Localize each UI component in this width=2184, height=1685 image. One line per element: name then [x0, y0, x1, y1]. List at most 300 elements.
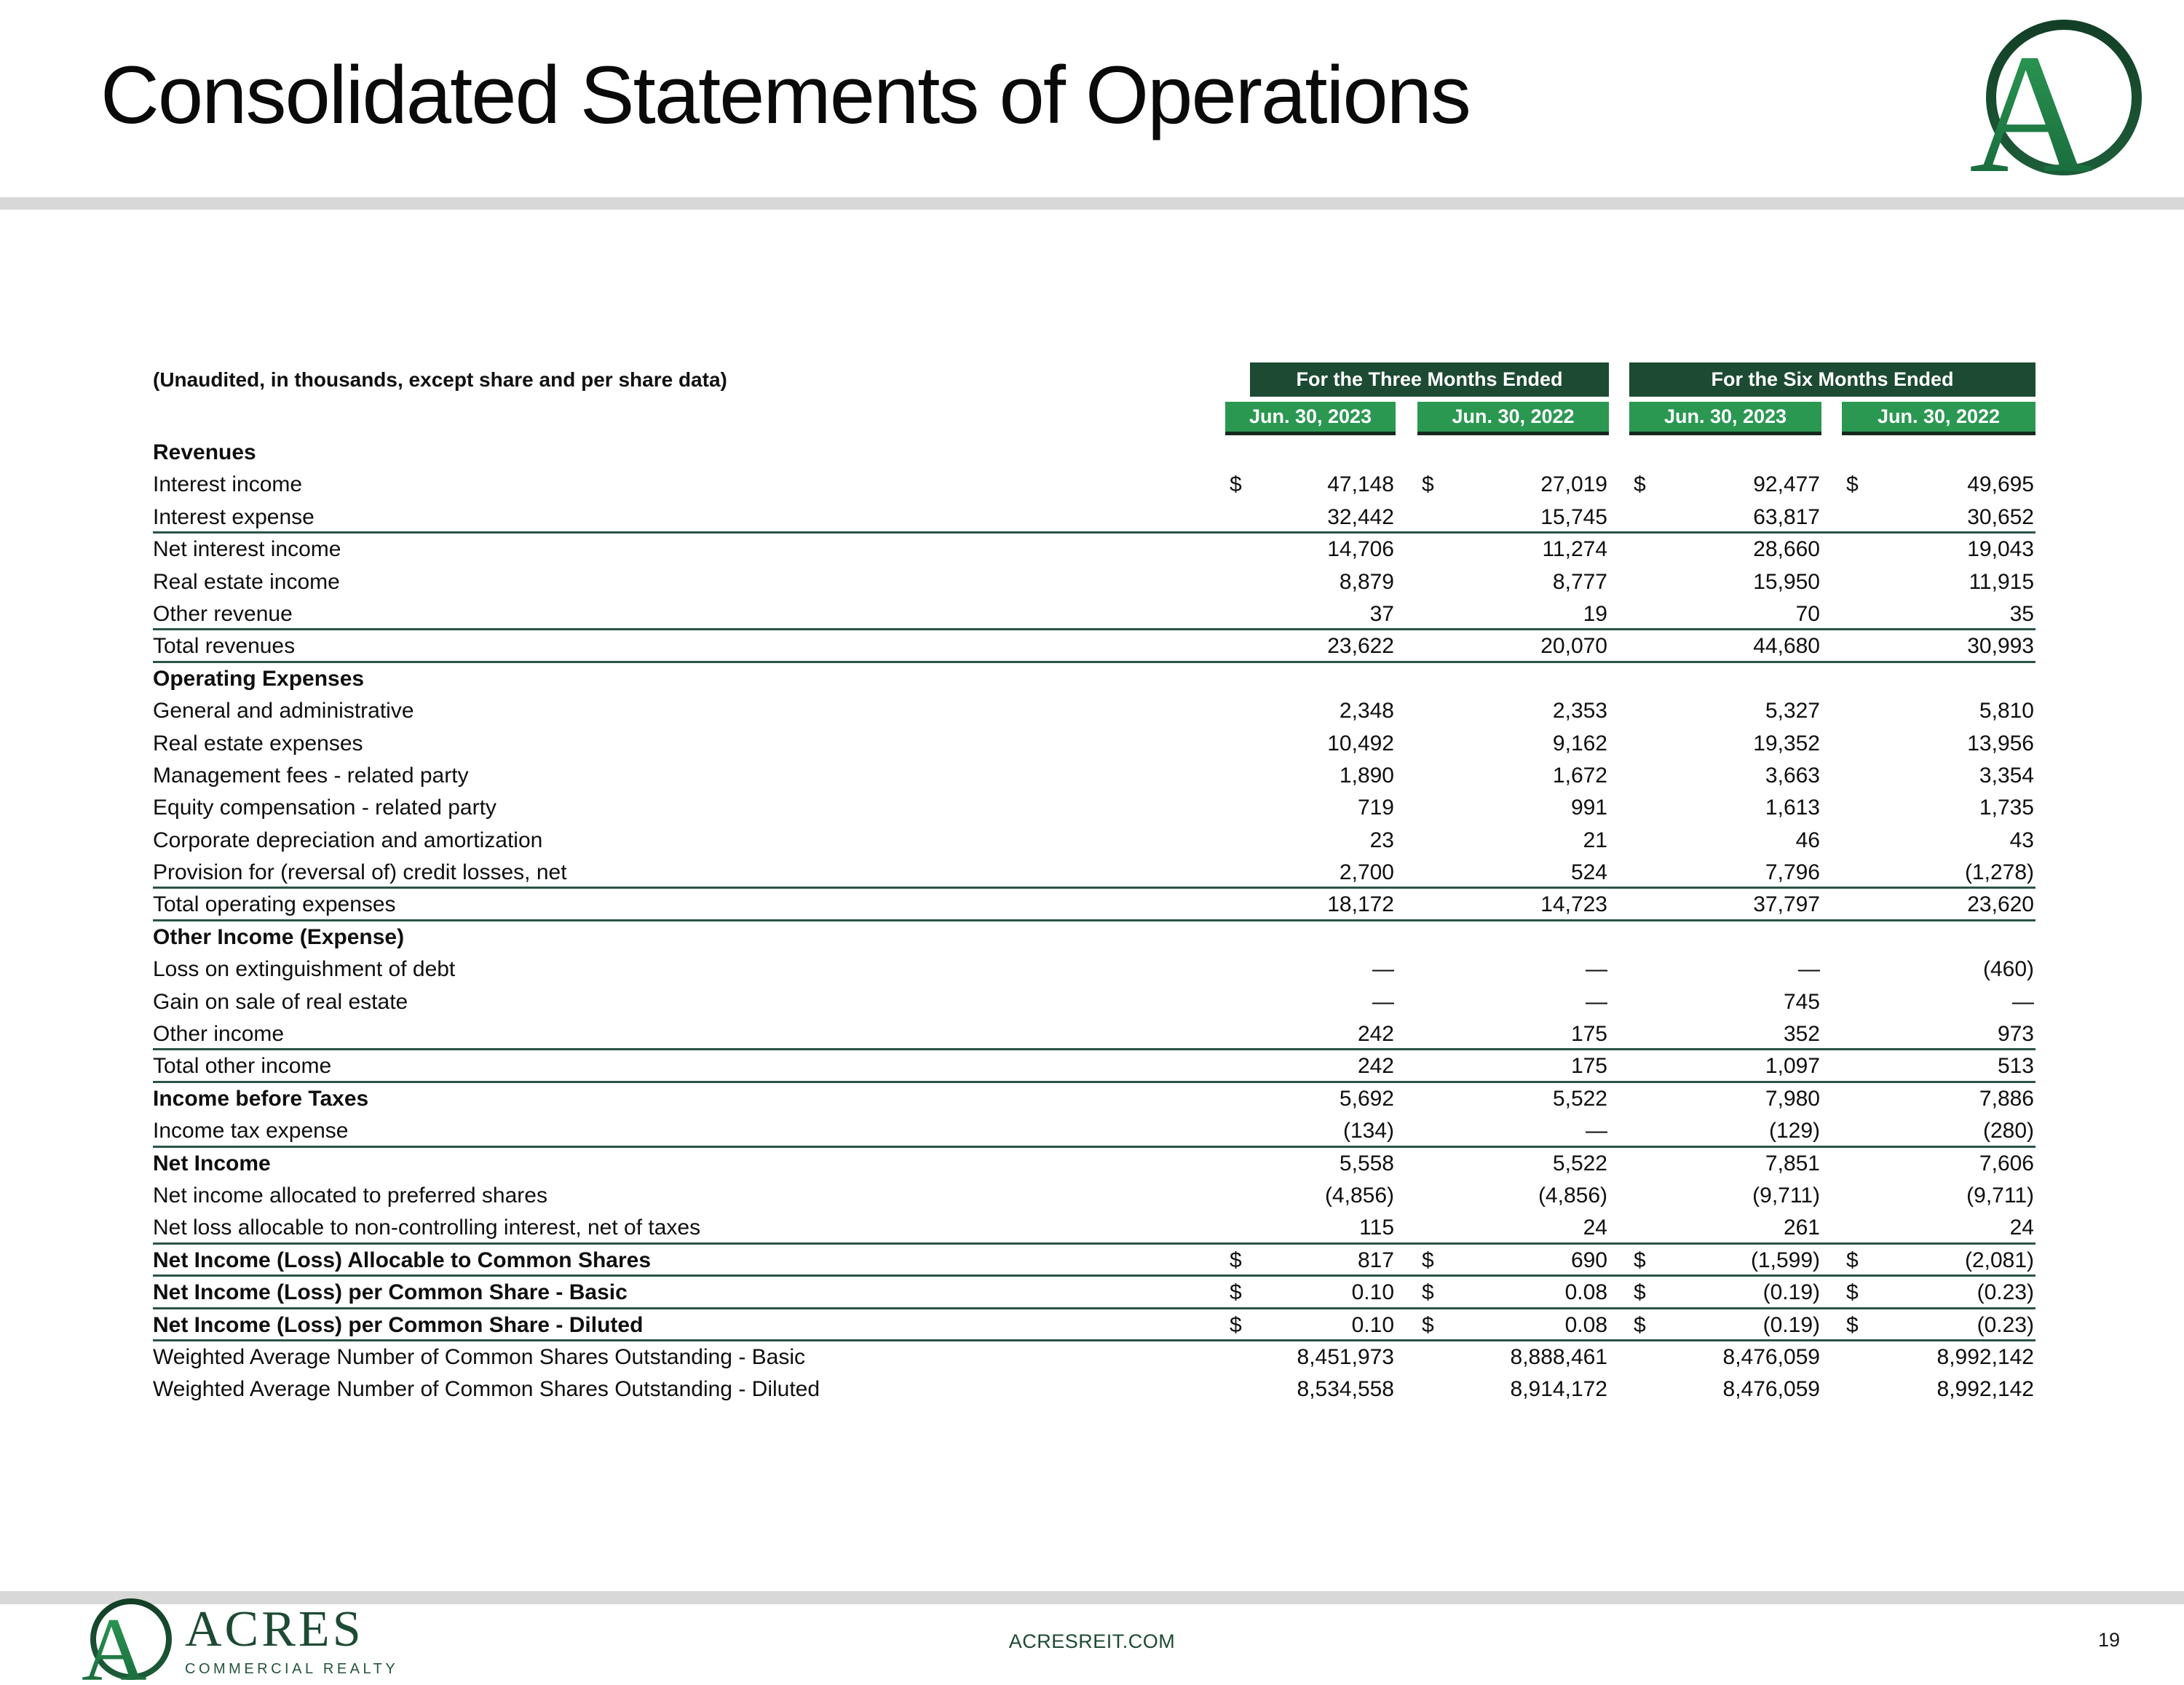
table-row [153, 889, 2035, 921]
value-cell [1842, 953, 2035, 986]
value-cell [1629, 1148, 1821, 1180]
cell-value: (9,711) [1966, 1183, 2034, 1208]
value-cell [1417, 1180, 1609, 1212]
value-cell [1417, 437, 1609, 469]
cell-value: 15,745 [1540, 504, 1607, 529]
value-cell [1225, 1115, 1396, 1145]
row-label: Interest income [153, 472, 303, 497]
value-cell [1225, 889, 1396, 919]
value-cell [1225, 695, 1396, 727]
value-cell [1225, 1245, 1396, 1274]
row-label: Other revenue [153, 601, 293, 626]
table-row [153, 1180, 2035, 1212]
cell-value: (2,081) [1964, 1248, 2034, 1272]
footer-company-tagline: COMMERCIAL REALTY [185, 1661, 399, 1677]
row-label: Revenues [153, 440, 256, 464]
cell-value: 14,723 [1540, 892, 1607, 917]
column-header: Jun. 30, 2022 [1417, 402, 1609, 435]
value-cell [1225, 501, 1396, 531]
value-cell [1225, 1341, 1396, 1373]
cell-value: — [1798, 957, 1820, 982]
unaudited-note: (Unaudited, in thousands, except share and per share data) [153, 368, 727, 391]
dollar-sign: $ [1230, 1248, 1242, 1272]
cell-value: 43 [2009, 828, 2034, 852]
value-cell [1629, 825, 1821, 857]
row-label: Corporate depreciation and amortization [153, 828, 543, 852]
value-cell [1417, 1245, 1609, 1274]
dollar-sign: $ [1230, 1280, 1242, 1305]
cell-value: 3,663 [1765, 763, 1820, 788]
cell-value: 0.08 [1564, 1312, 1607, 1337]
cell-value: 175 [1570, 1022, 1607, 1047]
value-cell [1629, 857, 1821, 887]
row-label: Weighted Average Number of Common Shares Outstanding - Basic [153, 1344, 806, 1369]
group-header-six-months: For the Six Months Ended [1629, 362, 2035, 397]
cell-value: 30,652 [1967, 504, 2034, 529]
table-row [153, 1309, 2035, 1341]
cell-value: (4,856) [1324, 1183, 1394, 1208]
cell-value: 8,888,461 [1510, 1344, 1607, 1369]
table-row [153, 1212, 2035, 1244]
value-cell [1842, 792, 2035, 824]
value-cell [1629, 437, 1821, 469]
table-row [153, 857, 2035, 889]
cell-value: 11,274 [1542, 537, 1607, 562]
value-cell [1225, 857, 1396, 887]
cell-value: 19,352 [1753, 731, 1820, 756]
cell-value: 1,613 [1765, 796, 1820, 820]
row-label: Total operating expenses [153, 892, 396, 917]
value-cell [1417, 857, 1609, 887]
group-header-three-months: For the Three Months Ended [1250, 362, 1609, 397]
cell-value: (0.23) [1977, 1280, 2034, 1305]
website-text: ACRESREIT.COM [1008, 1630, 1176, 1652]
cell-value: 7,851 [1765, 1151, 1820, 1175]
cell-value: 175 [1570, 1054, 1607, 1079]
row-label: Income before Taxes [153, 1086, 369, 1111]
value-cell [1225, 1050, 1396, 1080]
dollar-sign: $ [1634, 1312, 1646, 1337]
value-cell [1225, 1277, 1396, 1307]
value-cell [1225, 630, 1396, 660]
value-cell [1842, 437, 2035, 469]
value-cell [1842, 1050, 2035, 1080]
value-cell [1842, 1245, 2035, 1274]
value-cell [1629, 469, 1821, 501]
value-cell [1225, 728, 1396, 760]
value-cell [1629, 663, 1821, 695]
cell-value: 23,620 [1967, 892, 2034, 917]
cell-value: 524 [1570, 860, 1607, 885]
value-cell [1417, 663, 1609, 695]
cell-value: 49,695 [1967, 472, 2034, 497]
cell-value: (4,856) [1538, 1183, 1607, 1208]
value-cell [1842, 728, 2035, 760]
value-cell [1629, 1277, 1821, 1307]
value-cell [1842, 921, 2035, 953]
table-row [153, 1373, 2035, 1406]
row-label: Net income allocated to preferred shares [153, 1183, 547, 1208]
value-cell [1225, 566, 1396, 598]
value-cell [1417, 598, 1609, 628]
value-cell [1225, 1018, 1396, 1048]
value-cell [1629, 1373, 1821, 1406]
cell-value: 352 [1783, 1022, 1820, 1047]
value-cell [1417, 792, 1609, 824]
cell-value: 37 [1369, 601, 1394, 626]
value-cell [1842, 501, 2035, 531]
dollar-sign: $ [1846, 1312, 1859, 1337]
cell-value: 745 [1783, 989, 1820, 1014]
value-cell [1225, 1180, 1396, 1212]
table-row [153, 1115, 2035, 1147]
value-cell [1225, 1083, 1396, 1115]
cell-value: 8,451,973 [1297, 1344, 1394, 1369]
value-cell [1842, 469, 2035, 501]
table-row [153, 437, 2035, 469]
row-label: Net loss allocable to non-controlling interest, net of taxes [153, 1216, 701, 1240]
cell-value: 8,992,142 [1936, 1377, 2034, 1402]
cell-value: (0.19) [1762, 1280, 1820, 1305]
cell-value: (129) [1768, 1119, 1820, 1143]
value-cell [1842, 857, 2035, 887]
table-row [153, 566, 2035, 598]
row-label: Net interest income [153, 537, 341, 562]
value-cell [1225, 1373, 1396, 1406]
cell-value: 690 [1570, 1248, 1607, 1272]
column-header: Jun. 30, 2023 [1629, 402, 1821, 435]
cell-value: — [1372, 989, 1394, 1014]
value-cell [1417, 1148, 1609, 1180]
row-label: Other income [153, 1022, 285, 1047]
cell-value: 15,950 [1753, 569, 1820, 594]
value-cell [1629, 1180, 1821, 1212]
table-row [153, 1277, 2035, 1309]
row-label: Gain on sale of real estate [153, 989, 408, 1014]
row-label: Loss on extinguishment of debt [153, 957, 456, 982]
value-cell [1842, 1277, 2035, 1307]
cell-value: 28,660 [1753, 537, 1820, 562]
cell-value: 24 [2009, 1216, 2034, 1240]
cell-value: — [1586, 1119, 1607, 1143]
page-number: 19 [2097, 1629, 2120, 1651]
value-cell [1417, 1050, 1609, 1080]
value-cell [1842, 889, 2035, 919]
value-cell [1629, 566, 1821, 598]
cell-value: 7,796 [1765, 860, 1820, 885]
cell-value: 7,606 [1979, 1151, 2034, 1175]
row-label: Operating Expenses [153, 666, 365, 691]
cell-value: 19,043 [1967, 537, 2034, 562]
value-cell [1629, 1341, 1821, 1373]
value-cell [1417, 566, 1609, 598]
value-cell [1842, 1212, 2035, 1242]
value-cell [1417, 1277, 1609, 1307]
row-label: Total other income [153, 1054, 332, 1079]
statement-rows [153, 437, 2035, 1406]
row-label: Income tax expense [153, 1119, 349, 1143]
value-cell [1629, 695, 1821, 727]
cell-value: 0.08 [1564, 1280, 1607, 1305]
cell-value: 9,162 [1552, 731, 1607, 756]
cell-value: 5,522 [1552, 1151, 1607, 1175]
dollar-sign: $ [1422, 1280, 1434, 1305]
value-cell [1629, 1050, 1821, 1080]
cell-value: 242 [1357, 1022, 1394, 1047]
value-cell [1417, 469, 1609, 501]
value-cell [1417, 1083, 1609, 1115]
value-cell [1629, 1115, 1821, 1145]
cell-value: 3,354 [1979, 763, 2034, 788]
row-label: Net Income [153, 1151, 271, 1175]
cell-value: 13,956 [1967, 731, 2034, 756]
cell-value: — [1586, 989, 1607, 1014]
table-row [153, 663, 2035, 695]
table-row [153, 1083, 2035, 1115]
footer-company-name: ACRES [185, 1601, 364, 1657]
table-row [153, 1018, 2035, 1050]
cell-value: 8,879 [1339, 569, 1394, 594]
value-cell [1417, 534, 1609, 566]
dollar-sign: $ [1230, 472, 1242, 497]
value-cell [1225, 792, 1396, 824]
cell-value: 1,735 [1979, 796, 2034, 820]
value-cell [1225, 760, 1396, 792]
top-divider [0, 197, 2184, 210]
row-label: Provision for (reversal of) credit losses, net [153, 860, 567, 885]
table-row [153, 1050, 2035, 1082]
cell-value: — [1586, 957, 1607, 982]
cell-value: 18,172 [1327, 892, 1394, 917]
cell-value: 5,522 [1552, 1086, 1607, 1111]
cell-value: 44,680 [1753, 634, 1820, 659]
table-row [153, 501, 2035, 534]
cell-value: 817 [1357, 1248, 1394, 1272]
value-cell [1842, 1309, 2035, 1339]
cell-value: 20,070 [1540, 634, 1607, 659]
cell-value: 14,706 [1327, 537, 1394, 562]
row-label: Management fees - related party [153, 763, 469, 788]
value-cell [1225, 598, 1396, 628]
row-label: Real estate income [153, 569, 340, 594]
value-cell [1225, 986, 1396, 1018]
value-cell [1842, 1148, 2035, 1180]
cell-value: (280) [1982, 1119, 2034, 1143]
cell-value: (460) [1982, 957, 2034, 982]
value-cell [1842, 825, 2035, 857]
value-cell [1417, 1018, 1609, 1048]
cell-value: — [2012, 989, 2034, 1014]
value-cell [1629, 501, 1821, 531]
cell-value: 70 [1795, 601, 1820, 626]
logo-monogram: A [82, 1600, 147, 1685]
value-cell [1417, 1212, 1609, 1242]
value-cell [1842, 566, 2035, 598]
cell-value: 1,890 [1339, 763, 1394, 788]
cell-value: 5,692 [1339, 1086, 1394, 1111]
table-row [153, 728, 2035, 760]
dollar-sign: $ [1846, 1280, 1859, 1305]
value-cell [1417, 630, 1609, 660]
cell-value: 2,348 [1339, 699, 1394, 723]
cell-value: 0.10 [1351, 1312, 1394, 1337]
value-cell [1417, 1115, 1609, 1145]
cell-value: (1,599) [1750, 1248, 1820, 1272]
cell-value: 92,477 [1753, 472, 1820, 497]
value-cell [1629, 1212, 1821, 1242]
value-cell [1417, 728, 1609, 760]
value-cell [1225, 921, 1396, 953]
value-cell [1629, 728, 1821, 760]
dollar-sign: $ [1230, 1312, 1242, 1337]
cell-value: 32,442 [1327, 504, 1394, 529]
value-cell [1629, 598, 1821, 628]
table-row [153, 792, 2035, 824]
value-cell [1417, 889, 1609, 919]
dollar-sign: $ [1422, 1248, 1434, 1272]
row-label: Net Income (Loss) per Common Share - Diluted [153, 1312, 644, 1337]
value-cell [1842, 598, 2035, 628]
cell-value: 1,097 [1765, 1054, 1820, 1079]
cell-value: 37,797 [1753, 892, 1820, 917]
cell-value: 7,886 [1979, 1086, 2034, 1111]
value-cell [1842, 534, 2035, 566]
cell-value: 1,672 [1552, 763, 1607, 788]
value-cell [1417, 760, 1609, 792]
cell-value: 8,777 [1552, 569, 1607, 594]
value-cell [1629, 1245, 1821, 1274]
row-label: Net Income (Loss) Allocable to Common Shares [153, 1248, 652, 1272]
table-row [153, 1245, 2035, 1277]
value-cell [1842, 1373, 2035, 1406]
table-row [153, 986, 2035, 1018]
cell-value: 8,476,059 [1722, 1344, 1820, 1369]
dollar-sign: $ [1422, 1312, 1434, 1337]
table-row [153, 1341, 2035, 1373]
row-label: Interest expense [153, 504, 314, 529]
cell-value: 115 [1359, 1216, 1394, 1240]
cell-value: 513 [1997, 1054, 2034, 1079]
value-cell [1629, 630, 1821, 660]
table-row [153, 469, 2035, 501]
value-cell [1417, 1309, 1609, 1339]
value-cell [1225, 1148, 1396, 1180]
value-cell [1842, 1083, 2035, 1115]
table-row [153, 921, 2035, 953]
cell-value: 991 [1570, 796, 1607, 820]
value-cell [1629, 1083, 1821, 1115]
cell-value: 261 [1783, 1216, 1820, 1240]
table-row [153, 695, 2035, 727]
cell-value: 973 [1997, 1022, 2034, 1047]
cell-value: 8,992,142 [1936, 1344, 2034, 1369]
dollar-sign: $ [1846, 472, 1859, 497]
table-row [153, 1148, 2035, 1180]
value-cell [1417, 1341, 1609, 1373]
row-label: Other Income (Expense) [153, 924, 405, 949]
table-row [153, 953, 2035, 986]
cell-value: 2,700 [1339, 860, 1394, 885]
dollar-sign: $ [1634, 472, 1646, 497]
table-row [153, 598, 2035, 630]
row-label: Weighted Average Number of Common Shares Outstanding - Diluted [153, 1377, 820, 1402]
cell-value: 8,476,059 [1722, 1377, 1820, 1402]
value-cell [1629, 792, 1821, 824]
cell-value: (9,711) [1752, 1183, 1820, 1208]
value-cell [1629, 953, 1821, 986]
table-row [153, 534, 2035, 566]
company-logo-icon [1969, 16, 2144, 185]
cell-value: (1,278) [1964, 860, 2034, 885]
cell-value: 19 [1583, 601, 1607, 626]
value-cell [1225, 1212, 1396, 1242]
value-cell [1417, 921, 1609, 953]
cell-value: — [1372, 957, 1394, 982]
value-cell [1629, 760, 1821, 792]
value-cell [1842, 663, 2035, 695]
cell-value: 11,915 [1969, 569, 2034, 594]
value-cell [1225, 437, 1396, 469]
table-row [153, 760, 2035, 792]
value-cell [1225, 1309, 1396, 1339]
cell-value: 0.10 [1351, 1280, 1394, 1305]
value-cell [1629, 889, 1821, 919]
row-label: Net Income (Loss) per Common Share - Basic [153, 1280, 628, 1305]
cell-value: 7,980 [1765, 1086, 1820, 1111]
value-cell [1842, 760, 2035, 792]
cell-value: 23,622 [1327, 634, 1394, 659]
cell-value: 35 [2009, 601, 2034, 626]
cell-value: 63,817 [1753, 504, 1820, 529]
value-cell [1225, 953, 1396, 986]
cell-value: 47,148 [1327, 472, 1394, 497]
cell-value: 8,534,558 [1297, 1377, 1394, 1402]
cell-value: 27,019 [1540, 472, 1607, 497]
value-cell [1225, 663, 1396, 695]
row-label: Real estate expenses [153, 731, 363, 756]
value-cell [1417, 1373, 1609, 1406]
cell-value: 30,993 [1967, 634, 2034, 659]
cell-value: 719 [1357, 796, 1394, 820]
page-title: Consolidated Statements of Operations [100, 49, 1470, 140]
value-cell [1629, 1309, 1821, 1339]
cell-value: 242 [1357, 1054, 1394, 1079]
value-cell [1629, 1018, 1821, 1048]
cell-value: 46 [1795, 828, 1820, 852]
row-label: Equity compensation - related party [153, 796, 496, 820]
cell-value: 2,353 [1552, 699, 1607, 723]
cell-value: 5,327 [1765, 699, 1820, 723]
value-cell [1417, 695, 1609, 727]
dollar-sign: $ [1422, 472, 1434, 497]
value-cell [1842, 1180, 2035, 1212]
value-cell [1842, 986, 2035, 1018]
value-cell [1842, 630, 2035, 660]
row-label: Total revenues [153, 634, 296, 659]
logo-monogram: A [1969, 19, 2093, 185]
value-cell [1842, 695, 2035, 727]
value-cell [1842, 1018, 2035, 1048]
dollar-sign: $ [1634, 1248, 1646, 1272]
value-cell [1629, 921, 1821, 953]
cell-value: 5,810 [1979, 699, 2034, 723]
table-row [153, 630, 2035, 662]
value-cell [1225, 534, 1396, 566]
value-cell [1417, 825, 1609, 857]
value-cell [1417, 501, 1609, 531]
value-cell [1842, 1341, 2035, 1373]
value-cell [1225, 469, 1396, 501]
